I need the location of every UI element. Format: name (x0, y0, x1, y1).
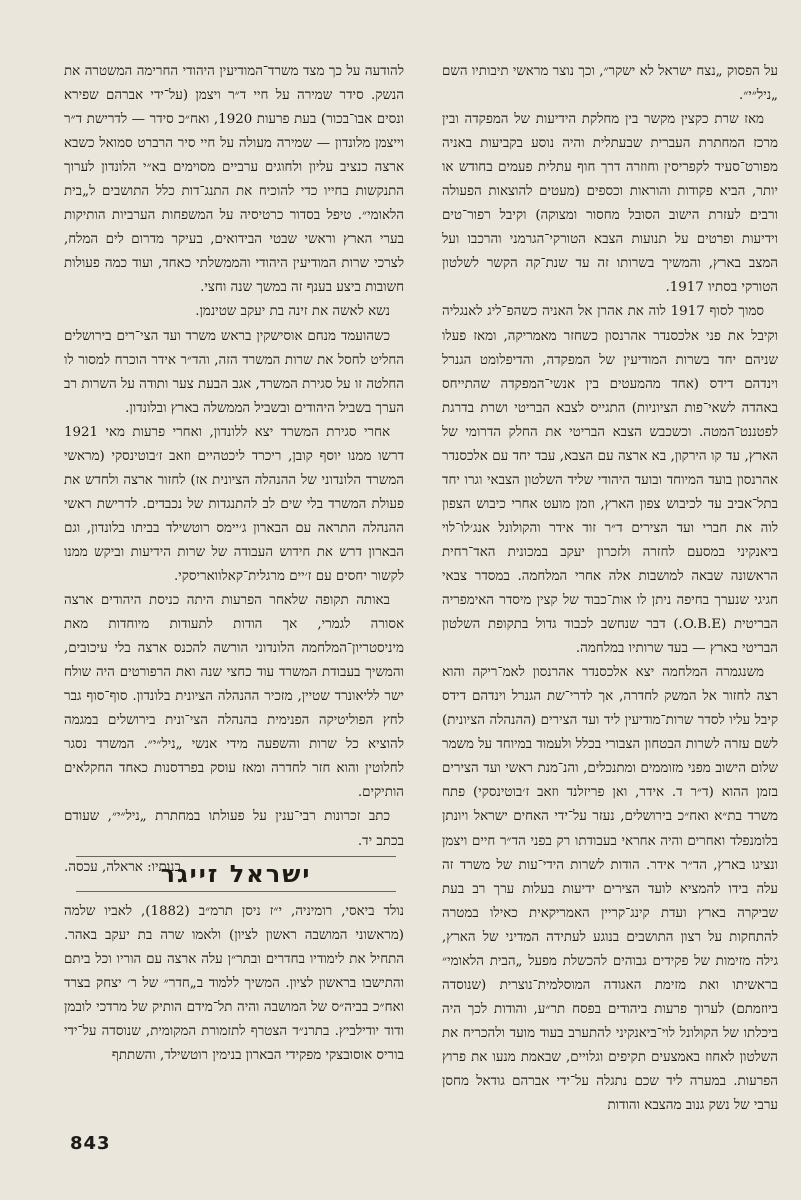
paragraph: נשא לאשה את זינה בת יעקב שטינמן. (195, 304, 390, 320)
signature-line: בנותיו: אראלה, עכסה. (64, 859, 181, 875)
page-number: 843 (70, 1133, 111, 1154)
paragraph: להודעה על כך מצד משרד־המודיעין היהודי החרימה המשטרה את הנשק. סידר שמירה על חיי ד״ר ויצמן (על־ידי אברהם שפירא ונסים אבו־בכור) בעת פרעות 1920, ואח״כ סידר — לדרישת ד״ר וייצמן מלונדון — שמירה מעולה על חיי סיר הרברט סמואל כשבא ארצה כנציב עליון ולחוגים ערביים מסוימים בא״י הלונדון לערוך התנקשות בחייו כדי להוכיח את התנג־דות כלל התושבים ל„בית הלאומי״. טיפל בסדור כרטיסיה על המשפחות הערביות הותיקות בערי הארץ וראשי שבטי הבידואים, בעיקר מדרום לים המלח, לצרכי שרות המודיעין היהודי והממשלתי כאחד, ועוד כמה פעולות חשובות ביצע בענף זה במשך שנה וחצי. (64, 64, 404, 296)
paragraph: סמוך לסוף 1917 לוה את אהרן אל האניה כשהפ־ליג לאנגליה וקיבל את פני אלכסנדר אהרנסון כשחזר מאמריקה, ומאז פעלו שניהם יחד בשרות המודיעין של המפקדה, והדיפלומט הגנרל וינדהם דידס (אחד מהמעטים בין אנשי־המפקדה שהתייחס באהדה לשאי־פות הציוניות) התגייס לצבא הבריטי ושרת בדרגת לפטננט־המטה. וכשכבש הצבא הבריטי את החלק הדרומי של הארץ, עד קו הירקון, בא ארצה עם הצבא, עבד יחד עם אלכסנדר אהרנסון בועד המיוחד ובועד היהודי שליד השלטון הצבאי וגרו יחד בתל־אביב עד לכיבוש צפון הארץ, וזמן מועט אחרי כיבוש הצפון לוה את חברי ועד הצירים ד״ר זוד אידר והקולונל אנג׳לו־לוי ביאנקיני במסעם לחזרה ולזכרון יעקב במכונית האד־רחית הראשונה שבאה למושבות אלה אחרי המלחמה. במסדר צבאי חגיגי שנערך בחיפה ניתן לו אות־כבוד של קצין מיסדר האימפריה הבריטית (O.B.E.) דבר שנחשב לכבוד גדול בתקופת השלטון הבריטי בארץ — בעד שרותיו במלחמה. (442, 304, 778, 657)
biography-text (64, 900, 404, 1068)
paragraph: נולד ביאסי, רומיניה, י״ז ניסן תרמ״ב (1882), לאביו שלמה (מראשוני המושבה ראשון לציון) ולאמו שרה בת יעקב באהר. התחיל את לימודיו בחדרים ובתר״ן עלה ארצה עם הוריו וכל ביתם והתישבו בראשון לציון. המשיך ללמוד ב„חדר״ של ר׳ יצחק בצרד ואח״כ בביה״ס של המושבה והיה תל־מידם הותיק של מרדכי לובמן ודוד יודילביץ. בתרנ״ד הצטרף לתזמורת המקומית, שנוסדה על־ידי בוריס אוסובצקי מפקידי הבארון בנימין רוטשילד, והשתתף (64, 904, 405, 1064)
paragraph: על הפסוק „נצח ישראל לא ישקר״, וכך נוצר מראשי תיבותיו השם „ניל״י״. (442, 64, 778, 104)
left-column (64, 60, 404, 880)
paragraph: באותה תקופה שלאחר הפרעות היתה כניסת היהודים ארצה אסורה לגמרי, אך הודות לתעודות מיוחדות מאת מיניסטריון־המלחמה הלונדוני הורשה להכנס ארצה בלי עיכובים, והמשיך בעבודת המשרד עוד כחצי שנה ואת הרפורטים היה שולח ישר לליאונרד שטיין, מזכיר ההנהלה הציונית בלונדון. סוף־סוף גבר לחץ הפוליטיקה הפנימית בהנהלה הצי־ונית בירושלים במגמה להוציא כל שרות והשפעה מידי אנשי „ניל״י״. המשרד נסגר לחלוטין והוא חזר לחדרה ומאז עוסק בפרדסנות כאחד החקלאים הותיקים. (64, 593, 404, 801)
paragraph: כתב זכרונות רבי־ענין על פעולתו במחתרת „ניל״י״, שעודם בכתב יד. (64, 809, 404, 849)
entry-heading: ישראל זייגר (160, 860, 312, 888)
paragraph: אחרי סגירת המשרד יצא ללונדון, ואחרי פרעות מאי 1921 דרשו ממנו יוסף קובן, ריכרד ליכטהיים וזאב ז׳בוטינסקי (מראשי המשרד הלונדוני של ההנהלה הציונית אז) לחזור ארצה ולחדש את פעולת המשרד בלי שים לב להתנגדות של נכבדים. לדרישת ראשי ההנהלה התראה עם הבארון ג׳יימס רוטשילד בביתו בלונדון, וגם הבארון דרש את חידוש העבודה של שרות הידיעות וביקש ממנו לקשור יחסים עם ז׳יים מרגלית־קאלוואריסקי. (64, 424, 404, 584)
paragraph: משנגמרה המלחמה יצא אלכסנדר אהרנסון לאמ־ריקה והוא רצה לחזור אל המשק לחדרה, אך לדרי־שת הגנרל וינדהם דידס קיבל עליו לסדר שרות־מודיעין ליד ועד הצירים (ההנהלה הציונית) לשם עזרה לשרות הבטחון הצבורי בכלל ולעמוד במיוחד על משמר שלום הישוב מפני מזוממים ומתנכלים, והנ־מנת ראשי ועד הצירים בזמן ההוא (ד״ר ד. אידר, ואן פריזלנד וזאב ז׳בוטינסקי) פתח משרד בת״א ואח״כ בירושלים, נעזר על־ידי האחים ישראל ויונתן בלומנפלד ואחרים והיה אחראי בעבודתו רק בפני הד״ר חיים ויצמן ונציגו בארץ, הד״ר אידר. הודות לשרות הידי־עות של משרד זה עלה בידו להמציא לועד הצירים ידיעות בעלות ערך רב בעת שביקרה בארץ ועדת קינג־קריין האמריקאית כאילו במטרה להתחקות על רצון התושבים בנוגע לעתידה המדיני של הארץ, גילה מזימות של פקידים גבוהים להכשלת מפעל „הבית הלאומי״ בראשיתו ואת מזימת האגודה המוסלמית־נוצרית (שנוסדה ביוזמתם) לערוך פרעות ביהודים בפסח תר״ע, והודות לכך היה ביכלתו של הקולונל לוי־ביאנקיני להתערב בעוד מועד ולהכריח את השלטון לאחוז באמצעים תקיפים וגלויים, שבאמת מנעו את פרוץ הפרעות. במערה ליד שכם נתגלה על־ידי אברהם גודאל מחסן ערבי של נשק גנוב מהצבא והודות (442, 665, 778, 1114)
paragraph: מאז שרת כקצין מקשר בין מחלקת הידיעות של המפקדה ובין מרכז המחתרת העברית שבעתלית והיה נוסע בקביעות באניה מפורט־סעיד לקפריסין וחוזרה דרך חוף עתלית פעמים בחודש או יותר, הביא פקודות והוראות וכספים (מעטים להוצאות הפעולה ורבים לעזרת הישוב הסובל מחסור ומצוקה) וקיבל רפור־טים וידיעות ופרטים על תנועות הצבא הטורקי־הגרמני והרכבו ועל המצב בארץ, והמשיך בשרותו זה עד שנת־קה הקשר לשלטון הטורקי בסתיו 1917. (442, 112, 778, 296)
right-column (442, 60, 778, 1118)
heading-rule-bottom (76, 891, 396, 892)
heading-rule-top (76, 856, 396, 857)
paragraph: כשהועמד מנחם אוסישקין בראש משרד ועד הצי־רים בירושלים החליט לחסל את שרות המשרד הזה, והד״ר אידר הוכרח למסור לו החלטה זו על סגירת המשרד, אגב הבעת צער ותודה על השרות רב הערך בשביל היהודים ובשביל הממשלה בארץ ובלונדון. (64, 328, 404, 416)
